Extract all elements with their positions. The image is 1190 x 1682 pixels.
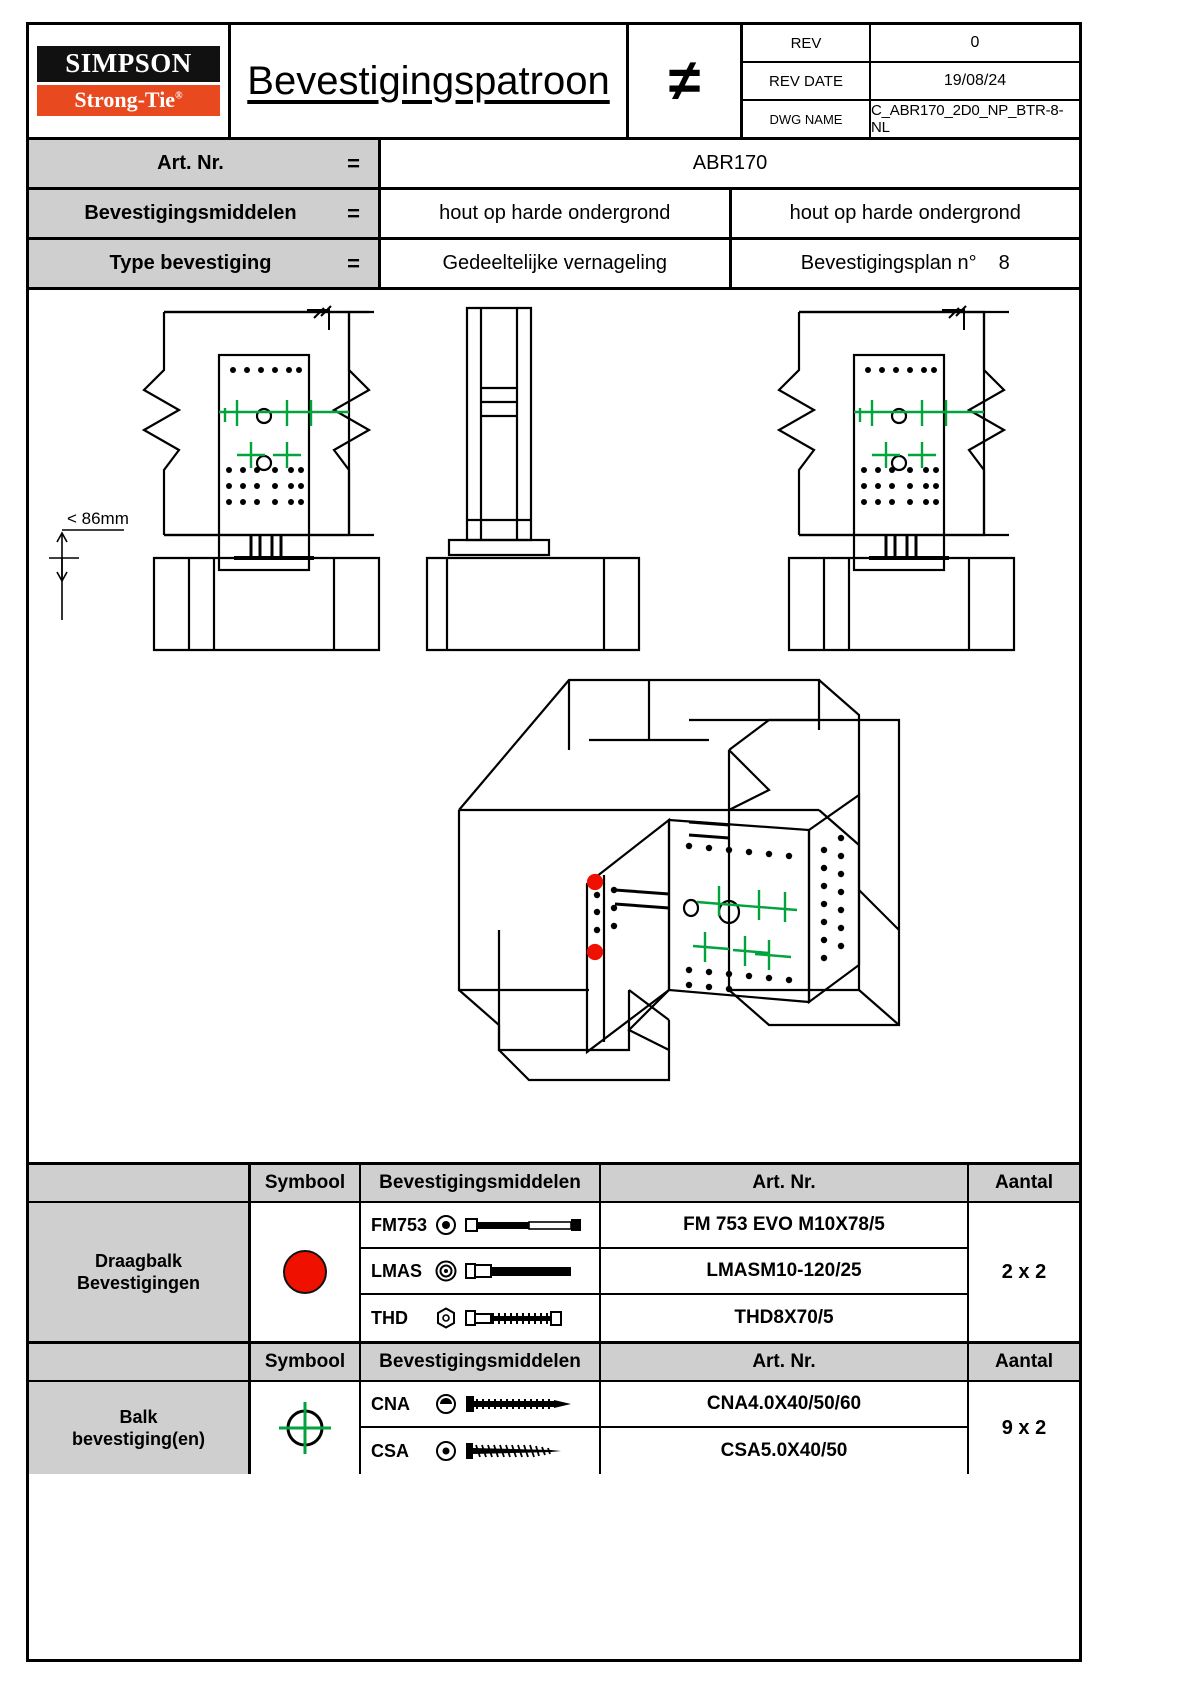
head-icon-thd	[435, 1307, 457, 1329]
article-value: ABR170	[692, 152, 768, 174]
art-thd: THD8X70/5	[601, 1295, 969, 1341]
fixing-code-fm753: FM753	[371, 1214, 428, 1235]
qty-draagbalk: 2 x 2	[1001, 1260, 1047, 1283]
legend-art-header-1: Art. Nr.	[601, 1165, 969, 1201]
rev-date-row	[743, 63, 1079, 101]
fixing-code-thd: THD	[371, 1307, 408, 1328]
head-icon-cna	[435, 1393, 457, 1415]
art-cna: CNA4.0X40/50/60	[601, 1382, 969, 1426]
fixing-code-lmas: LMAS	[371, 1260, 422, 1281]
info-row-article	[29, 140, 1079, 190]
fixings-value-left: hout op harde ondergrond	[381, 190, 732, 237]
fixing-lmas	[361, 1249, 601, 1293]
fixing-thd	[361, 1295, 601, 1341]
fixings-label-cell	[29, 190, 381, 237]
fixings-value-right: hout op harde ondergrond	[789, 202, 1021, 224]
fixing-fm753	[361, 1203, 601, 1247]
logo-top-text: SIMPSON	[37, 46, 220, 82]
not-equal-icon	[629, 25, 743, 137]
legend-fixings-header-1: Bevestigingsmiddelen	[361, 1165, 601, 1201]
legend-row-thd	[361, 1295, 969, 1341]
fixing-csa	[361, 1428, 601, 1474]
red-circle-icon	[283, 1250, 327, 1294]
legend-category-line1: Draagbalk	[94, 1250, 183, 1271]
rev-label: REV	[743, 25, 871, 61]
article-equals: =	[347, 150, 360, 176]
legend-sub-rows-2	[361, 1382, 969, 1474]
wood-screw-icon	[465, 1441, 585, 1461]
view-right	[779, 306, 1014, 650]
article-label: Art. Nr.	[157, 152, 224, 174]
legend-fixings-header-2: Bevestigingsmiddelen	[361, 1344, 601, 1380]
art-csa: CSA5.0X40/50	[601, 1428, 969, 1474]
nail-icon	[465, 1394, 585, 1414]
legend-body-row-1	[29, 1203, 1079, 1341]
not-equal-glyph: ≠	[668, 47, 701, 113]
legend-category2-line2: bevestiging(en)	[71, 1429, 205, 1449]
revision-block	[743, 25, 1079, 137]
bolt-icon	[465, 1215, 585, 1235]
logo-bottom-text: Strong-Tie®	[37, 85, 220, 116]
type-value-right	[732, 240, 1080, 287]
dwg-name-row	[743, 101, 1079, 137]
dwg-name-label: DWG NAME	[743, 101, 871, 137]
page-title	[231, 25, 629, 137]
art-lmas: LMASM10-120/25	[601, 1249, 969, 1293]
drawing-sheet	[26, 22, 1082, 1662]
legend-qty-header-2: Aantal	[994, 1351, 1054, 1372]
legend-qty-header-1: Aantal	[994, 1172, 1054, 1193]
green-crosshair-symbol	[251, 1382, 361, 1474]
fixing-cna	[361, 1382, 601, 1426]
legend-row-csa	[361, 1428, 969, 1474]
legend-row-fm753	[361, 1203, 969, 1249]
hex-bolt-icon	[465, 1261, 585, 1281]
type-label: Type bevestiging	[109, 252, 272, 274]
drawing-svg	[29, 290, 1079, 1162]
view-isometric	[459, 680, 899, 1080]
rev-date-label: REV DATE	[743, 63, 871, 99]
plan-number: 8	[998, 252, 1010, 274]
red-circle-symbol	[251, 1203, 361, 1341]
info-row-fixings	[29, 190, 1079, 240]
plan-text: Bevestigingsplan n°	[800, 252, 977, 274]
legend-sub-rows-1	[361, 1203, 969, 1341]
legend-row-cna	[361, 1382, 969, 1428]
article-label-cell	[29, 140, 381, 187]
legend-name-header-1	[29, 1165, 251, 1201]
art-fm753: FM 753 EVO M10X78/5	[601, 1203, 969, 1247]
head-icon-fm753	[435, 1214, 457, 1236]
view-center	[427, 308, 639, 650]
info-row-type	[29, 240, 1079, 290]
page-title-text: Bevestigingspatroon	[247, 58, 610, 103]
legend-art-header-2: Art. Nr.	[601, 1344, 969, 1380]
legend-body-row-2	[29, 1382, 1079, 1474]
legend-symbol-header-1: Symbool	[251, 1165, 361, 1201]
fixing-code-csa: CSA	[371, 1440, 410, 1461]
legend-block-draagbalk	[29, 1165, 1079, 1344]
screw-icon	[465, 1308, 585, 1328]
rev-row	[743, 25, 1079, 63]
dimension-label: < 86mm	[67, 509, 129, 528]
technical-drawing-area	[29, 290, 1079, 1165]
head-icon-lmas	[435, 1260, 457, 1282]
legend-block-balk	[29, 1344, 1079, 1474]
fixing-code-cna: CNA	[371, 1393, 410, 1414]
legend-category-name-2	[29, 1382, 251, 1474]
qty-balk: 9 x 2	[1001, 1416, 1047, 1439]
legend-header-row-2	[29, 1344, 1079, 1382]
type-value-left: Gedeeltelijke vernageling	[381, 240, 732, 287]
fixings-equals: =	[347, 200, 360, 226]
legend-header-row-1	[29, 1165, 1079, 1203]
rev-date-value: 19/08/24	[943, 72, 1007, 89]
legend-category2-line1: Balk	[119, 1406, 158, 1427]
dwg-name-value: C_ABR170_2D0_NP_BTR-8-NL	[871, 102, 1064, 136]
legend-name-header-2	[29, 1344, 251, 1380]
view-left	[49, 306, 379, 650]
legend-symbol-header-2: Symbool	[251, 1344, 361, 1380]
legend-category-line2: Bevestigingen	[76, 1273, 201, 1293]
rev-value: 0	[970, 34, 980, 51]
type-equals: =	[347, 250, 360, 276]
legend-tables	[29, 1165, 1079, 1474]
simpson-strong-tie-logo	[29, 25, 231, 137]
fixings-label: Bevestigingsmiddelen	[84, 202, 297, 224]
head-icon-csa	[435, 1440, 457, 1462]
legend-row-lmas	[361, 1249, 969, 1295]
legend-category-name-1	[29, 1203, 251, 1341]
type-label-cell	[29, 240, 381, 287]
sheet-header	[29, 25, 1079, 140]
crosshair-icon	[276, 1399, 334, 1457]
